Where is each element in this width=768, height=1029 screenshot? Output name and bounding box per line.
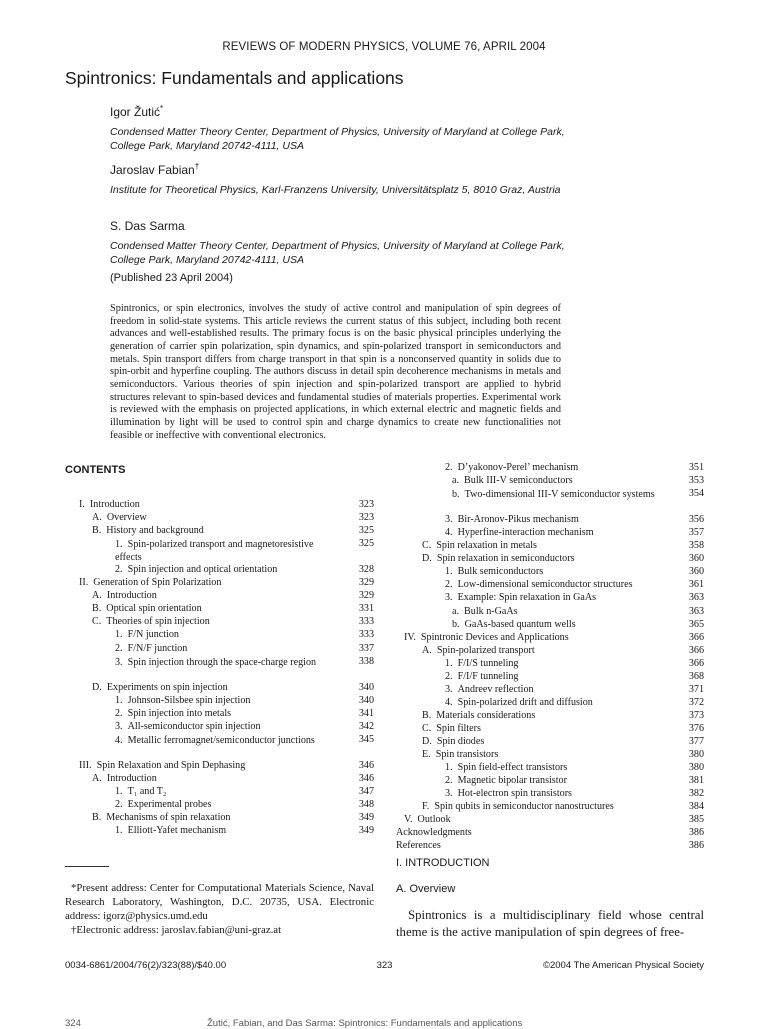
- toc-entry-title: 2. F/N/F junction: [115, 642, 188, 654]
- toc-entry-title: C. Spin relaxation in metals: [422, 540, 537, 552]
- toc-entry-page: 373: [688, 709, 704, 721]
- toc-entry-title: Acknowledgments: [396, 827, 472, 839]
- toc-entry[interactable]: [396, 814, 704, 827]
- toc-entry-title: A. Introduction: [92, 590, 157, 602]
- toc-entry-page: 340: [358, 681, 374, 693]
- toc-entry[interactable]: [65, 499, 374, 512]
- toc-entry[interactable]: [65, 656, 374, 682]
- toc-entry-title: 2. F/I/F tunneling: [445, 670, 519, 682]
- toc-entry-page: 354: [688, 488, 704, 500]
- toc-entry[interactable]: [396, 645, 704, 658]
- toc-entry-page: 368: [688, 670, 704, 682]
- author-block-1: [110, 104, 590, 153]
- toc-entry-page: 325: [358, 525, 374, 537]
- toc-entry-title: B. Mechanisms of spin relaxation: [92, 812, 231, 824]
- author-block-2: [110, 162, 590, 197]
- toc-entry-page: 333: [358, 616, 374, 628]
- toc-entry-page: 363: [688, 592, 704, 604]
- toc-entry-page: 348: [358, 799, 374, 811]
- toc-entry[interactable]: [65, 643, 374, 656]
- toc-entry-page: 346: [358, 759, 374, 771]
- toc-entry-title: V. Outlook: [404, 814, 451, 826]
- toc-entry[interactable]: [396, 592, 704, 605]
- toc-entry-page: 366: [688, 644, 704, 656]
- next-page-number: 324: [65, 1018, 81, 1029]
- toc-entry-title: a. Bulk III-V semiconductors: [452, 475, 573, 487]
- toc-entry-page: 346: [358, 772, 374, 784]
- toc-entry[interactable]: [65, 590, 374, 603]
- toc-entry[interactable]: [65, 603, 374, 616]
- toc-entry[interactable]: [396, 632, 704, 645]
- toc-entry-page: 325: [358, 538, 374, 550]
- toc-entry[interactable]: [396, 749, 704, 762]
- toc-entry-page: 340: [358, 694, 374, 706]
- toc-entry-page: 349: [358, 825, 374, 837]
- toc-entry-page: 341: [358, 707, 374, 719]
- toc-entry-page: 347: [358, 786, 374, 798]
- toc-entry-page: 380: [688, 749, 704, 761]
- contents-heading: CONTENTS: [65, 464, 126, 476]
- toc-entry[interactable]: [65, 538, 374, 564]
- toc-entry-title: References: [396, 840, 441, 852]
- toc-entry[interactable]: [396, 619, 704, 632]
- toc-entry[interactable]: [396, 684, 704, 697]
- toc-entry[interactable]: [396, 710, 704, 723]
- toc-entry-page: 345: [358, 733, 374, 745]
- toc-entry-title: 3. All-semiconductor spin injection: [115, 720, 261, 732]
- toc-entry-title: E. Spin transistors: [422, 749, 499, 761]
- toc-entry[interactable]: [396, 788, 704, 801]
- author-name: Jaroslav Fabian†: [110, 162, 200, 177]
- toc-entry-page: 371: [688, 683, 704, 695]
- toc-entry[interactable]: [396, 697, 704, 710]
- toc-entry-page: 331: [358, 603, 374, 615]
- toc-entry-title: 4. Metallic ferromagnet/semiconductor junctions: [115, 734, 315, 746]
- toc-entry-page: 360: [688, 566, 704, 578]
- author-name: S. Das Sarma: [110, 219, 185, 233]
- author-affiliation: Condensed Matter Theory Center, Department of Physics, University of Maryland at College Park, College Park, Maryland 20742-4111, USA: [110, 240, 565, 266]
- toc-entry-title: 3. Hot-electron spin transistors: [445, 788, 572, 800]
- footer-doi: 0034-6861/2004/76(2)/323(88)/$40.00: [65, 960, 227, 971]
- toc-entry-title: 1. F/I/S tunneling: [445, 657, 519, 669]
- toc-entry-page: 358: [688, 540, 704, 552]
- toc-entry-title: 1. Spin-polarized transport and magnetoresistive effects: [115, 539, 314, 564]
- toc-entry[interactable]: [65, 682, 374, 695]
- toc-entry-page: 385: [688, 814, 704, 826]
- toc-entry-page: 323: [358, 499, 374, 510]
- toc-entry-title: III. Spin Relaxation and Spin Dephasing: [79, 759, 246, 771]
- toc-entry[interactable]: [396, 840, 704, 853]
- toc-entry-page: 381: [688, 775, 704, 787]
- toc-entry-page: 360: [688, 553, 704, 565]
- toc-entry[interactable]: [65, 525, 374, 538]
- toc-entry[interactable]: [396, 527, 704, 540]
- toc-entry[interactable]: [65, 577, 374, 590]
- toc-entry[interactable]: [65, 512, 374, 525]
- toc-entry[interactable]: [65, 616, 374, 629]
- toc-entry-page: 372: [688, 696, 704, 708]
- section-heading: I. INTRODUCTION: [396, 857, 490, 869]
- toc-entry-page: 363: [688, 605, 704, 617]
- toc-entry-page: 329: [358, 590, 374, 602]
- paper-title: Spintronics: Fundamentals and applications: [65, 68, 404, 88]
- toc-entry-page: 366: [688, 631, 704, 643]
- toc-entry[interactable]: [396, 488, 704, 514]
- toc-entry-title: A. Overview: [92, 512, 147, 524]
- toc-entry[interactable]: [396, 775, 704, 788]
- toc-entry-title: A. Introduction: [92, 772, 157, 784]
- toc-entry-title: 4. Hyperfine-interaction mechanism: [445, 527, 594, 539]
- footnote-rule: [65, 866, 109, 867]
- toc-entry-title: b. GaAs-based quantum wells: [452, 618, 576, 630]
- toc-entry[interactable]: [396, 736, 704, 749]
- toc-entry-title: 2. Spin injection and optical orientation: [115, 564, 278, 576]
- author-block-3: [110, 218, 590, 267]
- toc-entry-title: 1. Elliott-Yafet mechanism: [115, 825, 227, 837]
- toc-entry-title: 3. Example: Spin relaxation in GaAs: [445, 592, 597, 604]
- toc-entry-page: 380: [688, 762, 704, 774]
- toc-entry-page: 386: [688, 827, 704, 839]
- toc-entry-page: 351: [688, 462, 704, 473]
- toc-entry-page: 365: [688, 618, 704, 630]
- toc-entry[interactable]: [65, 721, 374, 734]
- toc-entry-page: 357: [688, 527, 704, 539]
- toc-entry-page: 323: [358, 512, 374, 524]
- toc-entry-title: 1. Spin field-effect transistors: [445, 762, 568, 774]
- toc-entry-title: 1. F/N junction: [115, 629, 179, 641]
- toc-entry-page: 386: [688, 840, 704, 852]
- toc-column-left: [65, 499, 374, 838]
- toc-entry-title: 3. Bir-Aronov-Pikus mechanism: [445, 514, 579, 526]
- toc-entry[interactable]: [396, 579, 704, 592]
- toc-entry[interactable]: [65, 564, 374, 577]
- toc-entry[interactable]: [65, 773, 374, 786]
- toc-entry-title: D. Spin diodes: [422, 735, 485, 747]
- toc-entry-title: D. Experiments on spin injection: [92, 681, 228, 693]
- author-name: Igor Žutić*: [110, 104, 164, 119]
- toc-entry-title: 3. Spin injection through the space-charge region: [115, 656, 317, 668]
- toc-entry[interactable]: [396, 566, 704, 579]
- next-page-running-title: Žutić, Fabian, and Das Sarma: Spintronics: Fundamentals and applications: [207, 1018, 523, 1029]
- toc-entry-page: 366: [688, 657, 704, 669]
- page-number: 323: [376, 960, 393, 971]
- toc-entry-page: 329: [358, 577, 374, 589]
- toc-entry[interactable]: [396, 553, 704, 566]
- journal-header: REVIEWS OF MODERN PHYSICS, VOLUME 76, APRIL 2004: [222, 41, 546, 53]
- toc-entry-title: 1. Bulk semiconductors: [445, 566, 544, 578]
- toc-entry-title: a. Bulk n-GaAs: [452, 605, 518, 617]
- toc-entry[interactable]: [65, 629, 374, 642]
- toc-entry-title: 2. Spin injection into metals: [115, 707, 232, 719]
- footnote: *Present address: Center for Computational Materials Science, Naval Research Laboratory, Washington, D.C. 20735, USA. Electronic address: igorz@physics.umd.edu: [65, 882, 374, 922]
- toc-entry-title: B. Materials considerations: [422, 709, 536, 721]
- toc-entry-page: 377: [688, 735, 704, 747]
- toc-entry[interactable]: [396, 514, 704, 527]
- toc-entry-title: I. Introduction: [79, 499, 140, 510]
- toc-entry[interactable]: [65, 812, 374, 825]
- toc-entry-title: D. Spin relaxation in semiconductors: [422, 553, 575, 565]
- toc-entry[interactable]: [396, 827, 704, 840]
- toc-entry-title: C. Theories of spin injection: [92, 616, 210, 628]
- toc-entry-page: 349: [358, 812, 374, 824]
- toc-entry[interactable]: [396, 658, 704, 671]
- toc-entry-title: II. Generation of Spin Polarization: [79, 577, 222, 589]
- toc-entry-title: F. Spin qubits in semiconductor nanostructures: [422, 801, 614, 813]
- footnotes: [65, 881, 374, 937]
- toc-entry-page: 338: [358, 655, 374, 667]
- toc-entry[interactable]: [396, 723, 704, 736]
- toc-entry[interactable]: [396, 606, 704, 619]
- toc-entry[interactable]: [396, 475, 704, 488]
- toc-entry[interactable]: [396, 540, 704, 553]
- toc-entry-page: 333: [358, 629, 374, 641]
- toc-entry[interactable]: [65, 825, 374, 838]
- published-date: (Published 23 April 2004): [110, 272, 233, 284]
- toc-entry-title: 2. Experimental probes: [115, 799, 212, 811]
- toc-entry-page: 328: [358, 564, 374, 576]
- toc-entry-page: 361: [688, 579, 704, 591]
- author-affiliation: Condensed Matter Theory Center, Department of Physics, University of Maryland at College Park, College Park, Maryland 20742-4111, USA: [110, 126, 565, 152]
- toc-entry-title: IV. Spintronic Devices and Applications: [404, 631, 569, 643]
- toc-entry[interactable]: [396, 462, 704, 475]
- abstract: Spintronics, or spin electronics, involves the study of active control and manipulation of spin degrees of freedom in solid-state systems. This article reviews the current status of this subject, including both recent advances and well-established results. The primary focus is on the basic physical principles underlying the generation of carrier spin polarization, spin dynamics, and spin-polarized transport in semiconductors and metals. Spin transport differs from charge transport in that spin is a nonconserved quantity in solids due to spin-orbit and hyperfine coupling. The authors discuss in detail spin decoherence mechanisms in metals and semiconductors. Various theories of spin injection and spin-polarized transport are applied to hybrid structures relevant to spin-based devices and fundamental studies of materials properties. Experimental work is reviewed with the emphasis on projected applications, in which external electric and magnetic fields and illumination by light will be used to control spin and charge dynamics to create new functionalities not feasible or ineffective with conventional electronics.: [110, 303, 561, 441]
- toc-entry-title: C. Spin filters: [422, 722, 481, 734]
- toc-entry[interactable]: [65, 695, 374, 708]
- toc-entry-page: 353: [688, 475, 704, 487]
- subsection-heading: A. Overview: [396, 883, 456, 895]
- author-affiliation: Institute for Theoretical Physics, Karl-Franzens University, Universitätsplatz 5, 8010 Graz, Austria: [110, 184, 561, 196]
- toc-entry-title: 2. D’yakonov-Perel’ mechanism: [445, 462, 579, 473]
- toc-entry-title: 1. T₁ and T₂: [115, 786, 167, 798]
- toc-entry[interactable]: [396, 762, 704, 775]
- toc-entry-title: 3. Andreev reflection: [445, 683, 534, 695]
- toc-entry-page: 382: [688, 788, 704, 800]
- toc-entry[interactable]: [396, 671, 704, 684]
- toc-entry-title: 1. Johnson-Silsbee spin injection: [115, 694, 251, 706]
- toc-entry[interactable]: [65, 786, 374, 799]
- toc-entry-title: b. Two-dimensional III-V semiconductor systems: [452, 489, 655, 501]
- toc-entry[interactable]: [65, 760, 374, 773]
- toc-entry[interactable]: [65, 734, 374, 760]
- body-paragraph: Spintronics is a multidisciplinary field whose central theme is the active manipulation of spin degrees of free-: [396, 908, 704, 939]
- toc-entry-title: B. Optical spin orientation: [92, 603, 202, 615]
- toc-entry[interactable]: [396, 801, 704, 814]
- toc-entry-page: 342: [358, 720, 374, 732]
- footnote: †Electronic address: jaroslav.fabian@uni-graz.at: [71, 924, 282, 936]
- toc-column-right: [396, 462, 704, 853]
- toc-entry-title: B. History and background: [92, 525, 204, 537]
- toc-entry[interactable]: [65, 708, 374, 721]
- toc-entry-page: 376: [688, 722, 704, 734]
- footer-copyright: ©2004 The American Physical Society: [542, 960, 704, 971]
- toc-entry-page: 356: [688, 514, 704, 526]
- toc-entry-title: 2. Low-dimensional semiconductor structures: [445, 579, 633, 591]
- toc-entry-title: A. Spin-polarized transport: [422, 644, 535, 656]
- toc-entry-title: 4. Spin-polarized drift and diffusion: [445, 696, 593, 708]
- toc-entry-page: 337: [358, 642, 374, 654]
- toc-entry-page: 384: [688, 801, 704, 813]
- toc-entry[interactable]: [65, 799, 374, 812]
- toc-entry-title: 2. Magnetic bipolar transistor: [445, 775, 567, 787]
